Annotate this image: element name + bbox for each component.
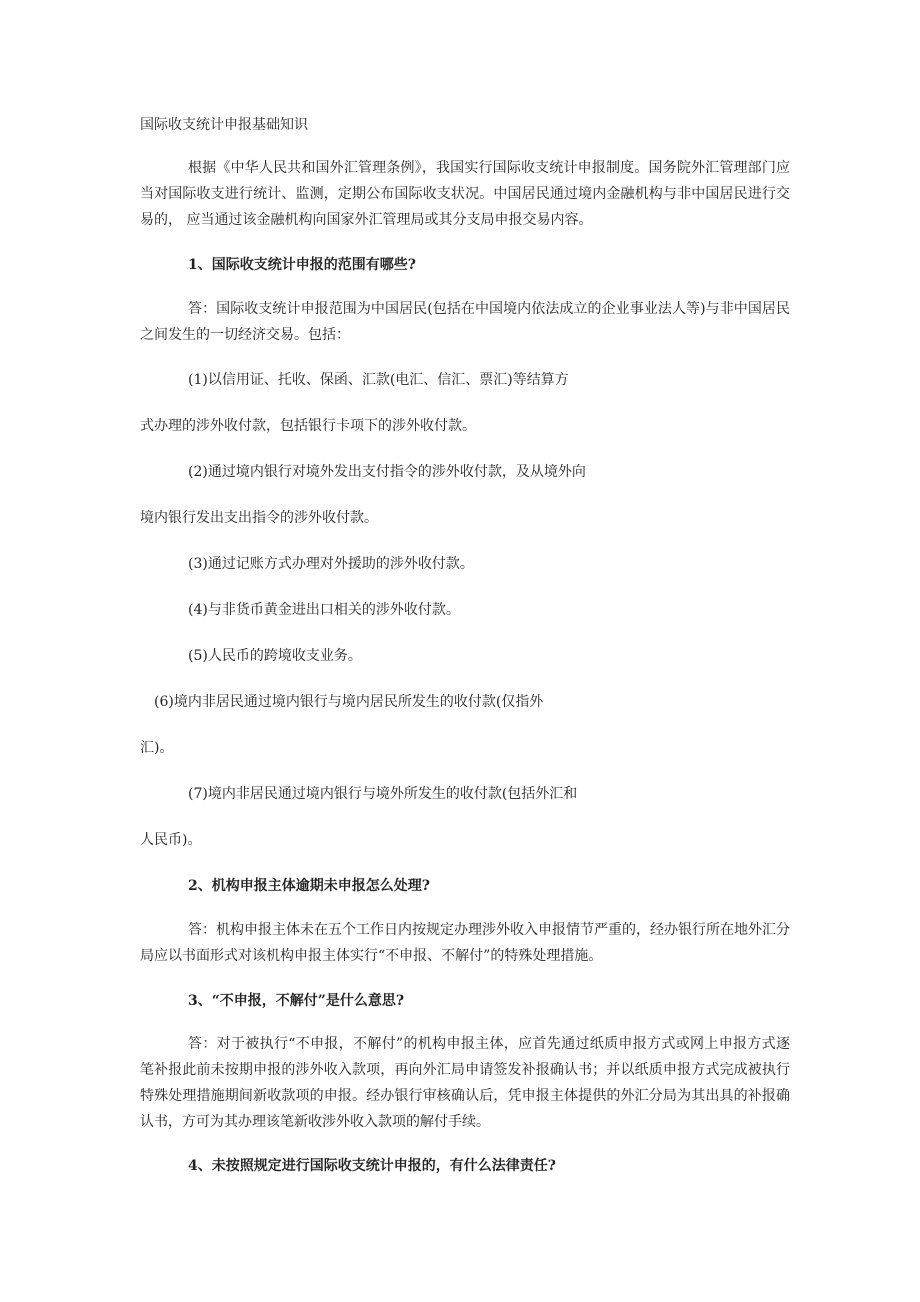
answer-1-item-2-line-2: 境内银行发出支出指令的涉外收付款。 <box>140 510 378 526</box>
answer-1-item-6-line-1: (6)境内非居民通过境内银行与境内居民所发生的收付款(仅指外 <box>154 694 544 710</box>
question-4-heading: 4、未按照规定进行国际收支统计申报的，有什么法律责任? <box>188 1158 556 1174</box>
answer-1-item-2-line-1: (2)通过境内银行对境外发出支付指令的涉外收付款，及从境外向 <box>188 464 586 480</box>
answer-1-item-5: (5)人民币的跨境收支业务。 <box>188 648 362 664</box>
answer-3-paragraph: 答：对于被执行“不申报，不解付”的机构申报主体，应首先通过纸质申报方式或网上申报方式逐笔补报此前未按期申报的涉外收入款项，再向外汇局申请签发补报确认书；并以纸质申报方式完成被执行特殊处理措施期间新收款项的申报。经办银行审核确认后，凭申报主体提供的外汇分局为其出具的补报确认书，方可为其办理该笔新收涉外收入款项的解付手续。 <box>140 1036 790 1130</box>
answer-1-item-6-line-2: 汇)。 <box>140 740 174 756</box>
intro-paragraph: 根据《中华人民共和国外汇管理条例》，我国实行国际收支统计申报制度。国务院外汇管理部门应当对国际收支进行统计、监测，定期公布国际收支状况。中国居民通过境内金融机构与非中国居民进行交易的， 应当通过该金融机构向国家外汇管理局或其分支局申报交易内容。 <box>140 160 790 228</box>
answer-1-item-1-line-2: 式办理的涉外收付款，包括银行卡项下的涉外收付款。 <box>140 418 476 434</box>
answer-1-item-3: (3)通过记账方式办理对外援助的涉外收付款。 <box>188 556 474 572</box>
answer-1-paragraph: 答：国际收支统计申报范围为中国居民(包括在中国境内依法成立的企业事业法人等)与非中国居民之间发生的一切经济交易。包括： <box>140 301 790 343</box>
question-2-heading: 2、机构申报主体逾期未申报怎么处理? <box>188 878 430 894</box>
answer-1-item-7-line-2: 人民币)。 <box>140 832 202 848</box>
answer-2-paragraph: 答：机构申报主体未在五个工作日内按规定办理涉外收入申报情节严重的，经办银行所在地外汇分局应以书面形式对该机构申报主体实行“不申报、不解付”的特殊处理措施。 <box>140 922 790 964</box>
answer-1-item-4: (4)与非货币黄金进出口相关的涉外收付款。 <box>188 602 460 618</box>
answer-1-item-7-line-1: (7)境内非居民通过境内银行与境外所发生的收付款(包括外汇和 <box>188 786 578 802</box>
document-title: 国际收支统计申报基础知识 <box>140 117 308 133</box>
question-3-heading: 3、“不申报，不解付”是什么意思? <box>188 993 405 1009</box>
answer-1-item-1-line-1: (1)以信用证、托收、保函、汇款(电汇、信汇、票汇)等结算方 <box>188 372 569 388</box>
question-1-heading: 1、国际收支统计申报的范围有哪些? <box>188 257 416 273</box>
